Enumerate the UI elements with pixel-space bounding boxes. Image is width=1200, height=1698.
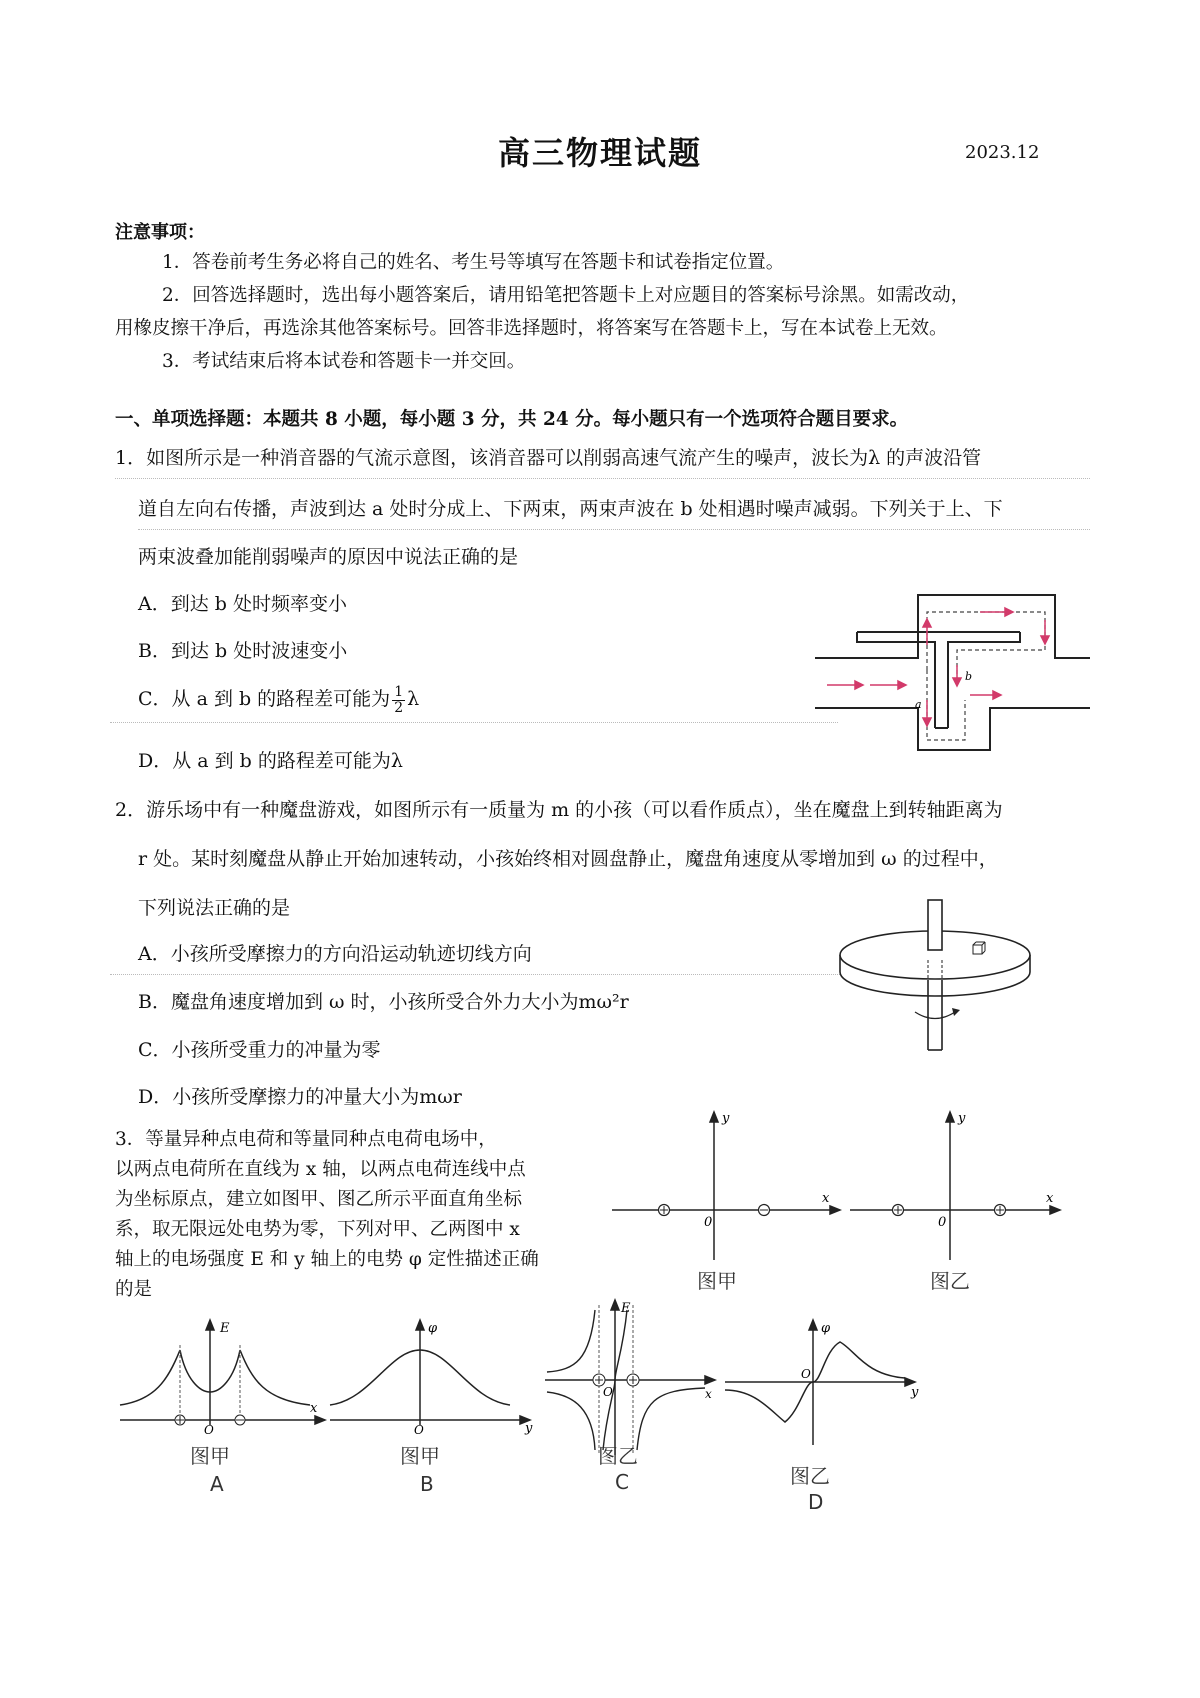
graph-a-letter: A <box>210 1472 224 1496</box>
graph-a-haxis: x <box>310 1401 318 1416</box>
graph-b-letter: B <box>420 1472 434 1496</box>
graph-d-caption: 图乙 <box>790 1464 830 1488</box>
magic-disc-diagram <box>835 900 1035 1050</box>
graph-a-vaxis: E <box>220 1321 230 1336</box>
graph-c-letter: C <box>615 1470 629 1494</box>
q3-line-3: 为坐标原点，建立如图甲、图乙所示平面直角坐标 <box>115 1189 523 1210</box>
q2-line-1: 2．游乐场中有一种魔盘游戏，如图所示有一质量为 m 的小孩（可以看作质点），坐在魔盘上到转轴距离为 <box>115 799 1003 821</box>
fig-jia-origin: 0 <box>704 1215 713 1230</box>
fig-yi-caption: 图乙 <box>930 1269 970 1293</box>
label-a: a <box>915 698 922 711</box>
graph-b-haxis: y <box>525 1421 533 1436</box>
fig-jia-y-label: y <box>722 1111 730 1126</box>
fig-jia-caption: 图甲 <box>697 1269 737 1293</box>
graph-a-origin: O <box>204 1423 214 1437</box>
notes-heading: 注意事项： <box>115 222 205 243</box>
graph-a <box>120 1320 330 1437</box>
graph-a-caption: 图甲 <box>190 1444 230 1468</box>
q3-line-5: 轴上的电场强度 E 和 y 轴上的电势 φ 定性描述正确 <box>115 1249 539 1270</box>
note-item-3: 3．考试结束后将本试卷和答题卡一并交回。 <box>162 351 526 372</box>
graph-b <box>330 1320 540 1437</box>
figure-jia-axes <box>612 1110 852 1270</box>
note-item-2: 2．回答选择题时，选出每小题答案后，请用铅笔把答题卡上对应题目的答案标号涂黑。如需改动， <box>162 285 970 306</box>
graph-d-vaxis: φ <box>821 1321 831 1336</box>
q3-line-2: 以两点电荷所在直线为 x 轴，以两点电荷连线中点 <box>115 1159 526 1180</box>
q3-line-6: 的是 <box>115 1279 153 1300</box>
section-heading: 一、单项选择题：本题共 8 小题，每小题 3 分，共 24 分。每小题只有一个选项符合题目要求。 <box>115 409 909 430</box>
graph-c-vaxis: E <box>621 1301 631 1316</box>
graph-d-haxis: y <box>911 1385 919 1400</box>
q1-option-c <box>110 684 838 723</box>
note-item-2-cont: 用橡皮擦干净后，再选涂其他答案标号。回答非选择题时，将答案写在答题卡上，写在本试卷上无效。 <box>115 318 948 339</box>
half-fraction <box>392 685 405 716</box>
graph-c <box>545 1300 720 1460</box>
q2-option-d: D．小孩所受摩擦力的冲量大小为mωr <box>138 1086 462 1108</box>
fraction-denominator: 2 <box>394 699 404 716</box>
graph-b-origin: O <box>414 1423 424 1437</box>
q1-option-a: A．到达 b 处时频率变小 <box>138 593 347 615</box>
q2-option-b: B．魔盘角速度增加到 ω 时，小孩所受合外力大小为mω²r <box>138 991 629 1013</box>
fig-yi-x-label: x <box>1046 1191 1054 1206</box>
graph-d-letter: D <box>808 1490 824 1514</box>
q2-option-c: C．小孩所受重力的冲量为零 <box>138 1039 381 1061</box>
fig-yi-origin: 0 <box>938 1215 947 1230</box>
figure-yi-axes <box>850 1110 1070 1270</box>
fig-yi-y-label: y <box>958 1111 966 1126</box>
graph-b-vaxis: φ <box>428 1321 438 1336</box>
graph-d <box>725 1320 925 1450</box>
lambda-symbol: λ <box>407 688 420 710</box>
muffler-diagram <box>815 590 1095 760</box>
q2-line-3: 下列说法正确的是 <box>138 897 291 919</box>
q1-option-b: B．到达 b 处时波速变小 <box>138 640 348 662</box>
q1-option-d: D．从 a 到 b 的路程差可能为λ <box>138 750 403 772</box>
graph-d-origin: O <box>801 1367 811 1381</box>
q1-line-2: 道自左向右传播，声波到达 a 处时分成上、下两束，两束声波在 b 处相遇时噪声减弱。下列关于上、下 <box>138 494 1090 530</box>
fraction-numerator: 1 <box>394 683 404 700</box>
label-b: b <box>965 670 973 683</box>
q1-line-1: 1．如图所示是一种消音器的气流示意图，该消音器可以削弱高速气流产生的噪声，波长为λ 的声波沿管 <box>115 443 1090 479</box>
q3-line-1: 3．等量异种点电荷和等量同种点电荷电场中， <box>115 1129 497 1150</box>
page-title: 高三物理试题 <box>497 134 702 172</box>
note-item-1: 1．答卷前考生务必将自己的姓名、考生号等填写在答题卡和试卷指定位置。 <box>162 252 785 273</box>
fig-jia-x-label: x <box>822 1191 830 1206</box>
exam-date: 2023.12 <box>965 142 1040 163</box>
q2-option-a: A．小孩所受摩擦力的方向沿运动轨迹切线方向 <box>110 939 848 975</box>
graph-c-origin: O <box>603 1385 613 1399</box>
q1-line-3: 两束波叠加能削弱噪声的原因中说法正确的是 <box>138 546 519 568</box>
graph-c-haxis: x <box>705 1387 712 1401</box>
q2-line-2: r 处。某时刻魔盘从静止开始加速转动，小孩始终相对圆盘静止，魔盘角速度从零增加到 ω 的过程中， <box>138 848 998 870</box>
q3-line-4: 系，取无限远处电势为零，下列对甲、乙两图中 x <box>115 1219 520 1240</box>
q1-option-c-text: C．从 a 到 b 的路程差可能为 <box>138 688 391 710</box>
graph-c-caption: 图乙 <box>598 1444 638 1468</box>
graph-b-caption: 图甲 <box>400 1444 440 1468</box>
